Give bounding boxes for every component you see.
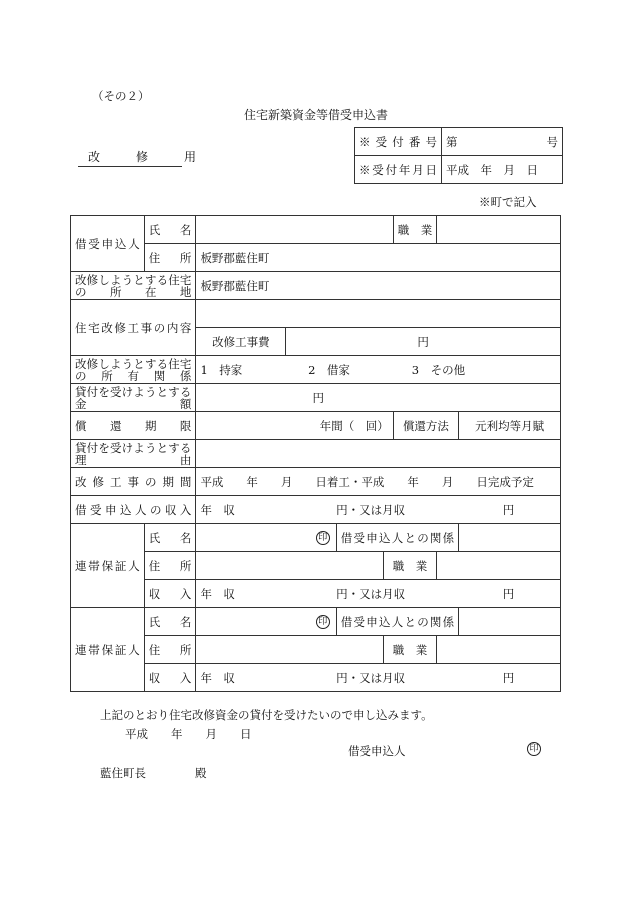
ownership-option-rent[interactable]: 2 借家 — [308, 362, 350, 377]
honorific: 殿 — [195, 766, 207, 780]
guarantor1-relation-label: 借受申込人との関係 — [336, 524, 458, 552]
guarantor1-address-field[interactable] — [196, 552, 383, 580]
work-content-field[interactable] — [196, 300, 561, 328]
seal-icon: 印 — [316, 615, 330, 629]
guarantor1-name-label: 氏 名 — [144, 524, 196, 552]
borrower-occupation-label: 職 業 — [393, 216, 437, 244]
reception-number-label: ※受付番号 — [355, 128, 442, 156]
work-cost-label: 改修工事費 — [196, 328, 286, 356]
loan-reason-label: 貸付を受けようとする理由 — [71, 440, 196, 468]
reception-number-field[interactable]: 第 号 — [442, 128, 563, 156]
guarantor2-income-field[interactable]: 年 収 円・又は月収 円 — [196, 664, 561, 692]
guarantor2-relation-label: 借受申込人との関係 — [336, 608, 458, 636]
application-table — [70, 215, 561, 692]
town-entry-note: ※町で記入 — [479, 195, 537, 209]
borrower-address-label: 住 所 — [144, 244, 196, 272]
house-location-field[interactable]: 板野郡藍住町 — [196, 272, 561, 300]
guarantor2-occupation-field[interactable] — [437, 636, 561, 664]
borrower-income-label: 借受申込人の収入 — [71, 496, 196, 524]
work-period-field[interactable]: 平成 年 月 日着工・平成 年 月 日完成予定 — [196, 468, 561, 496]
guarantor1-relation-field[interactable] — [459, 524, 561, 552]
work-period-label: 改修工事の期間 — [71, 468, 196, 496]
loan-amount-label: 貸付を受けようとする金額 — [71, 384, 196, 412]
guarantor1-occupation-label: 職 業 — [383, 552, 436, 580]
application-date[interactable]: 平成 年 月 日 — [125, 727, 252, 741]
guarantor1-income-field[interactable]: 年 収 円・又は月収 円 — [196, 580, 561, 608]
work-cost-field[interactable]: 円 — [286, 328, 561, 356]
form-number-label: （その２） — [92, 89, 150, 103]
work-content-label: 住宅改修工事の内容 — [71, 300, 196, 356]
guarantor1-label: 連帯保証人 — [71, 524, 145, 608]
reception-box — [354, 127, 563, 184]
document-title: 住宅新築資金等借受申込書 — [244, 108, 389, 122]
house-location-label: 改修しようとする住宅の所在地 — [71, 272, 196, 300]
ownership-option-other[interactable]: 3 その他 — [411, 362, 466, 377]
declaration-text: 上記のとおり住宅改修資金の貸付を受けたいので申し込みます。 — [100, 708, 433, 722]
guarantor2-name-field[interactable] — [196, 608, 336, 636]
seal-icon: 印 — [316, 531, 330, 545]
repayment-term-label: 償還期限 — [71, 412, 196, 440]
ownership-label: 改修しようとする住宅の所有関係 — [71, 356, 196, 384]
guarantor2-occupation-label: 職 業 — [383, 636, 436, 664]
guarantor1-income-label: 収 入 — [144, 580, 196, 608]
repayment-term-field[interactable]: 年間（ 回） — [196, 412, 393, 440]
loan-amount-field[interactable]: 円 — [196, 384, 561, 412]
loan-reason-field[interactable] — [196, 440, 561, 468]
applicant-seal[interactable] — [527, 741, 543, 756]
applicant-label: 借受申込人 — [348, 744, 406, 758]
borrower-name-label: 氏 名 — [144, 216, 196, 244]
reception-date-label: ※受付年月日 — [355, 156, 442, 184]
addressee: 藍住町長 — [100, 766, 146, 780]
guarantor1-occupation-field[interactable] — [437, 552, 561, 580]
guarantor1-name-field[interactable] — [196, 524, 336, 552]
guarantor1-address-label: 住 所 — [144, 552, 196, 580]
guarantor2-address-label: 住 所 — [144, 636, 196, 664]
borrower-label: 借受申込人 — [71, 216, 145, 272]
ownership-field[interactable] — [196, 356, 561, 384]
guarantor2-income-label: 収 入 — [144, 664, 196, 692]
borrower-address-field[interactable]: 板野郡藍住町 — [196, 244, 561, 272]
repayment-method-field[interactable]: 元利均等月賦 — [459, 412, 561, 440]
ownership-option-own[interactable]: 1 持家 — [200, 362, 243, 377]
guarantor2-label: 連帯保証人 — [71, 608, 145, 692]
guarantor2-name-label: 氏 名 — [144, 608, 196, 636]
borrower-occupation-field[interactable] — [437, 216, 561, 244]
guarantor2-relation-field[interactable] — [459, 608, 561, 636]
purpose-label: 改 修 用 — [78, 148, 182, 167]
seal-icon: 印 — [527, 742, 541, 756]
reception-date-field[interactable]: 平成 年 月 日 — [442, 156, 563, 184]
guarantor2-address-field[interactable] — [196, 636, 383, 664]
repayment-method-label: 償還方法 — [393, 412, 458, 440]
borrower-income-field[interactable]: 年 収 円・又は月収 円 — [196, 496, 561, 524]
borrower-name-field[interactable] — [196, 216, 393, 244]
